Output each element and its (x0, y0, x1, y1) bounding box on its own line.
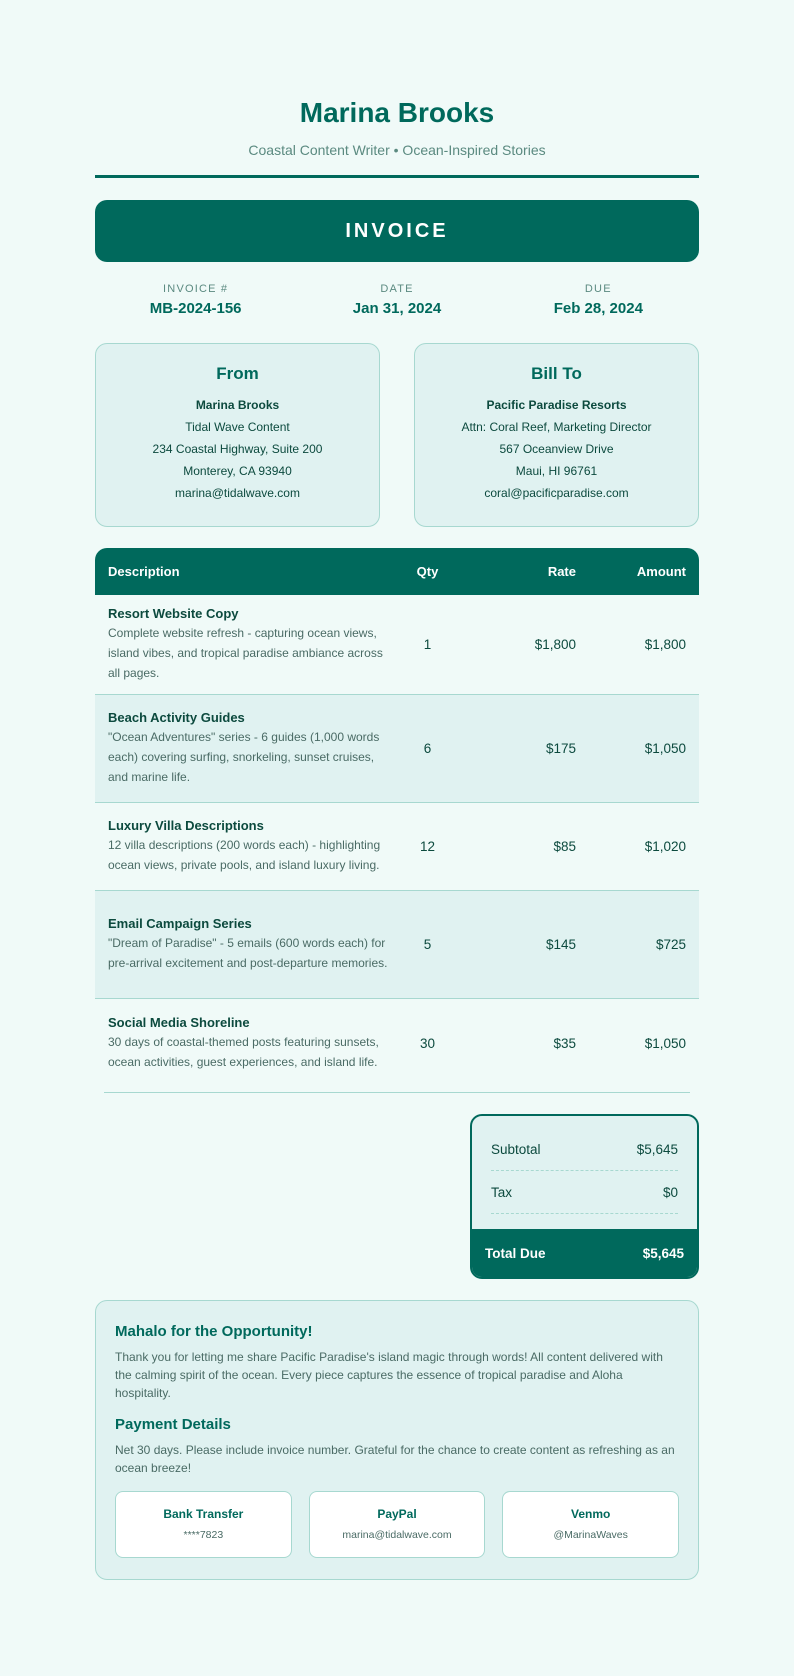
from-card (95, 343, 380, 527)
subtotal-value: $5,645 (636, 1141, 678, 1157)
subtotal-row (491, 1128, 678, 1171)
bill-to-card (414, 343, 699, 527)
header-amount: Amount (636, 564, 686, 579)
thanks-title: Mahalo for the Opportunity! (115, 1323, 313, 1340)
item-title: Luxury Villa Descriptions (108, 818, 264, 833)
row-description-cell (95, 818, 391, 875)
method-value: marina@tidalwave.com (342, 1529, 452, 1541)
from-address-line2: Monterey, CA 93940 (183, 464, 292, 478)
item-title: Social Media Shoreline (108, 1014, 250, 1030)
invoice-banner: INVOICE (95, 200, 699, 262)
bill-to-title: Bill To (531, 364, 582, 383)
from-address-line1: 234 Coastal Highway, Suite 200 (152, 442, 323, 456)
item-amount: $1,050 (644, 1035, 686, 1051)
meta-value: Feb 28, 2024 (553, 300, 643, 317)
item-rate: $145 (545, 937, 576, 952)
item-title: Resort Website Copy (108, 606, 239, 621)
header-qty: Qty (416, 564, 439, 579)
item-qty: 30 (419, 1035, 436, 1051)
table-header (95, 548, 699, 595)
item-rate: $35 (553, 1035, 576, 1051)
meta-label: DATE (380, 283, 414, 295)
row-description-cell (95, 916, 391, 973)
item-title: Email Campaign Series (108, 916, 252, 931)
writer-tagline: Coastal Content Writer • Ocean-Inspired Stories (248, 142, 546, 158)
bill-to-name: Pacific Paradise Resorts (486, 398, 627, 412)
payment-method-venmo (502, 1491, 679, 1558)
thanks-text: Thank you for letting me share Pacific Paradise's island magic through words! All content delivered with the calming spirit of the ocean. Every piece captures the essence of tropical paradise and Aloha hospitality. (115, 1350, 663, 1400)
header-divider (95, 175, 699, 178)
method-value: ****7823 (183, 1529, 224, 1541)
table-row (95, 891, 699, 999)
from-email: marina@tidalwave.com (175, 486, 300, 500)
header-rate: Rate (547, 564, 576, 579)
table-bottom-divider (104, 1092, 690, 1093)
bill-to-address-line2: Maui, HI 96761 (515, 464, 598, 478)
totals-box (470, 1114, 699, 1279)
item-qty: 5 (423, 937, 432, 952)
meta-value: Jan 31, 2024 (352, 300, 442, 317)
item-rate: $85 (553, 839, 576, 854)
table-row (95, 695, 699, 803)
invoice-header (95, 88, 699, 158)
row-description-cell (95, 606, 391, 683)
table-row (95, 999, 699, 1087)
item-qty: 1 (423, 637, 432, 652)
tax-value: $0 (662, 1184, 678, 1200)
method-value: @MarinaWaves (553, 1529, 628, 1541)
meta-label: DUE (584, 283, 612, 295)
tax-label: Tax (491, 1184, 513, 1200)
item-qty: 12 (419, 839, 436, 854)
payment-text: Net 30 days. Please include invoice number. Grateful for the chance to create content as refreshing as an ocean breeze! (115, 1443, 675, 1475)
method-name: PayPal (377, 1507, 417, 1521)
from-company: Tidal Wave Content (185, 420, 290, 434)
tax-row (491, 1171, 678, 1214)
meta-invoice-number (95, 283, 296, 317)
total-due-value: $5,645 (642, 1245, 684, 1261)
table-row (95, 803, 699, 891)
from-name: Marina Brooks (195, 398, 280, 412)
subtotal-label: Subtotal (491, 1141, 541, 1157)
item-amount: $725 (655, 937, 686, 952)
notes-panel (95, 1300, 699, 1580)
row-description-cell (95, 1015, 391, 1072)
item-title: Beach Activity Guides (108, 710, 245, 725)
payment-methods (115, 1491, 679, 1558)
item-rate: $1,800 (534, 637, 576, 652)
item-amount: $1,020 (644, 839, 686, 854)
payment-method-paypal (309, 1491, 486, 1558)
total-due-label: Total Due (485, 1245, 546, 1261)
item-amount: $1,050 (644, 741, 686, 756)
meta-value: MB-2024-156 (149, 300, 242, 317)
bill-to-address-line1: 567 Oceanview Drive (499, 442, 614, 456)
writer-name: Marina Brooks (299, 97, 495, 128)
header-description: Description (108, 564, 180, 579)
item-amount: $1,800 (644, 637, 686, 652)
method-name: Bank Transfer (163, 1507, 244, 1521)
meta-label: INVOICE # (163, 283, 229, 295)
bill-to-email: coral@pacificparadise.com (484, 486, 629, 500)
payment-title: Payment Details (115, 1416, 231, 1433)
item-description: "Ocean Adventures" series - 6 guides (1,000 words each) covering surfing, snorkeling, sunset cruises, and marine life. (108, 730, 380, 784)
item-description: 12 villa descriptions (200 words each) - highlighting ocean views, private pools, and island luxury living. (108, 838, 381, 872)
meta-date (296, 283, 497, 317)
meta-due (498, 283, 699, 317)
line-items-table (95, 548, 699, 1087)
method-name: Venmo (571, 1507, 611, 1521)
from-title: From (216, 364, 259, 383)
bill-to-attn: Attn: Coral Reef, Marketing Director (461, 420, 652, 434)
table-row (95, 595, 699, 695)
item-rate: $175 (545, 741, 576, 756)
row-description-cell (95, 710, 391, 787)
item-description: Complete website refresh - capturing ocean views, island vibes, and tropical paradise ambiance across all pages. (108, 626, 383, 680)
invoice-meta (95, 283, 699, 317)
item-description: "Dream of Paradise" - 5 emails (600 words each) for pre-arrival excitement and post-departure memories. (108, 936, 388, 970)
payment-method-bank (115, 1491, 292, 1558)
item-description: 30 days of coastal-themed posts featuring sunsets, ocean activities, guest experiences, and island life. (108, 1034, 379, 1069)
total-due-row (472, 1229, 697, 1277)
item-qty: 6 (423, 741, 432, 756)
